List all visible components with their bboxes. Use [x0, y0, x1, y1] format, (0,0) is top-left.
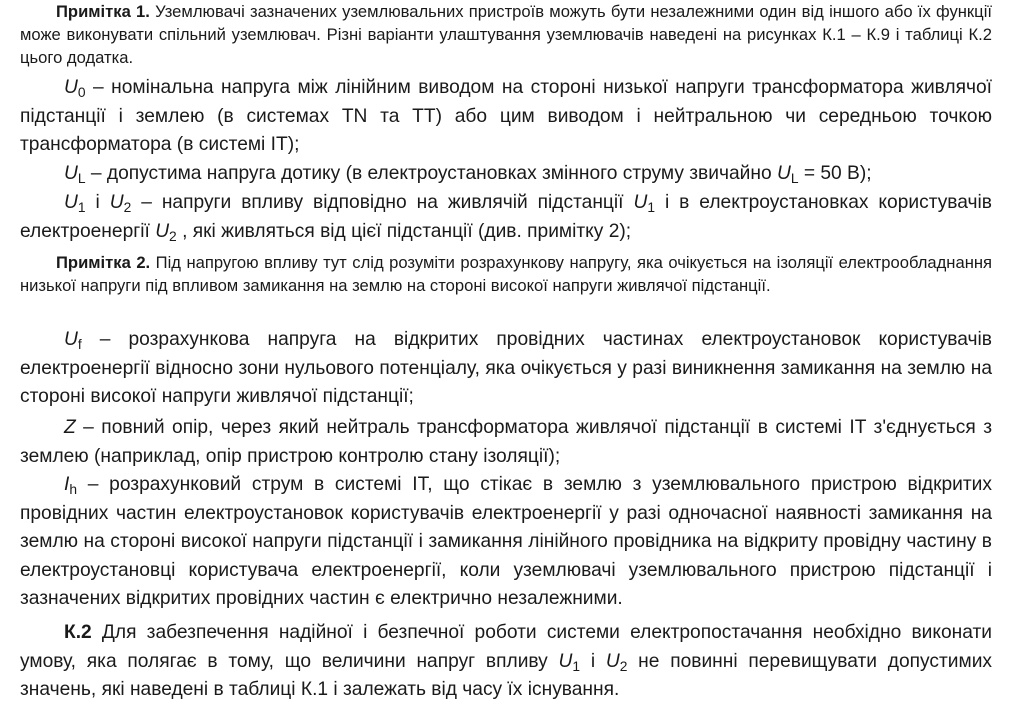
symbol-u: U [633, 192, 648, 213]
definition-text: – допустима напруга дотику (в електроустановках змінного струму звичайно [85, 163, 777, 184]
definition-u1-u2 [20, 189, 992, 246]
definition-text-end: = 50 В); [798, 163, 872, 184]
subscript: 1 [647, 198, 655, 215]
note-2 [20, 251, 992, 297]
connector-text: і [580, 650, 606, 672]
section-k2-text: Для забезпечення надійної і безпечної роботи системи електропостачання необхідно виконати умову, яка полягає в тому, що величини напруг впливу [20, 622, 992, 672]
subscript: 2 [169, 227, 177, 244]
symbol-u: U [64, 329, 78, 350]
symbol-z: Z [64, 417, 76, 438]
subscript: 2 [123, 198, 132, 215]
subscript: 2 [619, 657, 628, 674]
symbol-u: U [64, 77, 78, 98]
symbol-u: U [605, 650, 620, 672]
subscript: h [69, 480, 78, 497]
definition-text: – повний опір, через який нейтраль трансформатора живлячої підстанції в системі IT з'єднується з землею (наприклад, опір пристрою контролю стану ізоляції); [20, 417, 992, 467]
symbol-u: U [776, 163, 791, 184]
subscript: 1 [572, 657, 581, 674]
subscript: L [77, 169, 86, 186]
definition-z [20, 414, 992, 471]
note-1-text: Уземлювачі зазначених уземлювальних пристроїв можуть бути незалежними один від іншого або їх функції може виконувати спільний уземлювач. Різні варіанти улаштування уземлювачів наведені на рисунках К.1 – К.9 і таблиці К.2 цього додатка. [20, 2, 992, 67]
section-k2-label: К.2 [64, 622, 92, 643]
definition-text: і в електроустановках користувачів електроенергії [20, 192, 992, 242]
definition-text: – напруги впливу відповідно на живлячій підстанції [131, 192, 634, 213]
subscript: 0 [77, 83, 86, 100]
symbol-u: U [109, 192, 124, 213]
definition-ul [20, 160, 992, 189]
subscript: f [77, 335, 82, 352]
note-2-text: Під напругою впливу тут слід розуміти розрахункову напругу, яка очікується на ізоляції електрообладнання низької напруги під впливом замикання на землю на стороні високої напруги живлячої підстанції. [20, 253, 993, 295]
symbol-i: I [64, 474, 70, 495]
symbol-u: U [64, 192, 78, 213]
definition-u0 [20, 74, 992, 160]
definition-ih [20, 471, 992, 614]
section-k2-text-end: не повинні перевищувати допустимих значень, які наведені в таблиці К.1 і залежать від часу їх існування. [20, 650, 993, 700]
note-1 [20, 0, 992, 69]
symbol-u: U [64, 163, 78, 184]
subscript: L [790, 169, 799, 186]
definition-text: – розрахункова напруга на відкритих провідних частинах електроустановок користувачів електроенергії відносно зони нульового потенціалу, яка очікується у разі виникнення замикання на землю на стороні високої напруги живлячої підстанції; [20, 329, 992, 407]
definition-text: – номінальна напруга між лінійним виводом на стороні низької напруги трансформатора живлячої підстанції і землею (в системах TN та TT) або цим виводом і нейтральною чи середньою точкою трансформатора (в системі IT); [20, 77, 992, 155]
connector-text: і [85, 192, 110, 213]
note-2-label: Примітка 2. [56, 253, 151, 272]
definition-text-end: , які живляться від цієї підстанції (див. примітку 2); [176, 220, 632, 242]
subscript: 1 [77, 198, 86, 215]
note-1-label: Примітка 1. [56, 2, 150, 21]
section-k2 [20, 619, 992, 705]
symbol-u: U [558, 650, 573, 672]
definition-text: – розрахунковий струм в системі IT, що стікає в землю з уземлювального пристрою відкритих провідних частин електроустановок користувачів електроенергії у разі одночасної наявності замикання на землю на стороні високої напруги підстанції і замикання лінійного провідника на відкриту провідну частину в електроустановці користувача електроенергії, коли уземлювачі уземлювального пристрою підстанції і зазначених відкритих провідних частин є електрично незалежними. [20, 474, 992, 609]
definition-uf [20, 326, 992, 412]
symbol-u: U [155, 220, 170, 242]
